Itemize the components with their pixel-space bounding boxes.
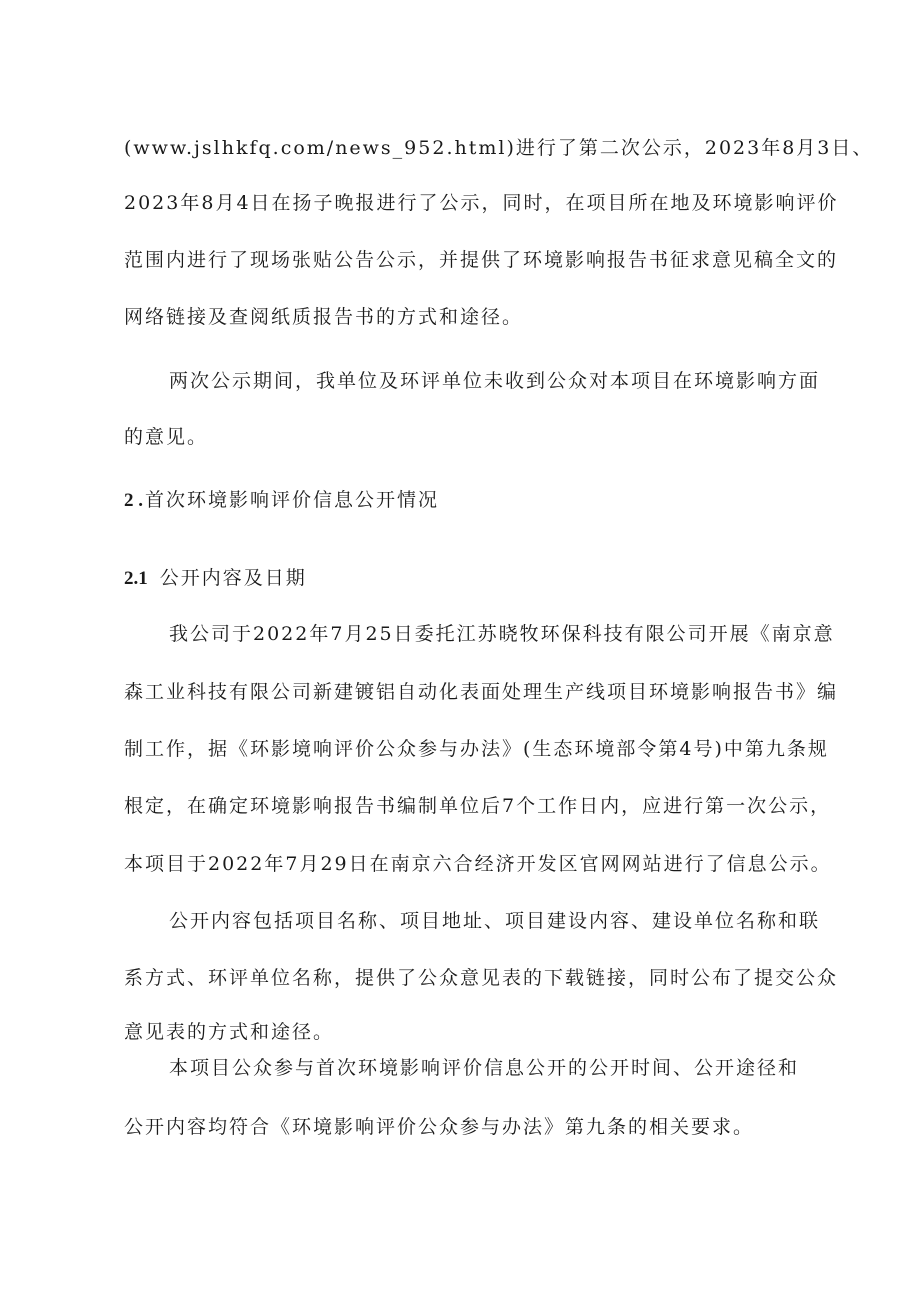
paragraph-line-7: 我公司于2022年7月25日委托江苏晓牧环保科技有限公司开展《南京意 xyxy=(169,623,835,645)
paragraph-line-15: 本项目公众参与首次环境影响评价信息公开的公开时间、公开途径和 xyxy=(169,1057,800,1079)
paragraph-line-8: 森工业科技有限公司新建镀铝自动化表面处理生产线项目环境影响报告书》编 xyxy=(124,681,839,703)
paragraph-line-1: (www.jslhkfq.com/news_952.html)进行了第二次公示，2023年8月3日、 xyxy=(124,137,874,159)
paragraph-line-5: 两次公示期间，我单位及环评单位未收到公众对本项目在环境影响方面 xyxy=(169,370,821,392)
section-heading-2 xyxy=(124,488,439,513)
paragraph-line-6: 的意见。 xyxy=(124,426,209,448)
paragraph-line-13: 系方式、环评单位名称，提供了公众意见表的下载链接，同时公布了提交公众 xyxy=(124,967,839,989)
section-heading-2-1 xyxy=(124,566,307,591)
paragraph-line-3: 范围内进行了现场张贴公告公示，并提供了环境影响报告书征求意见稿全文的 xyxy=(124,249,839,271)
paragraph-line-4: 网络链接及查阅纸质报告书的方式和途径。 xyxy=(124,306,524,328)
section-number-2: 2 . xyxy=(124,490,143,511)
section-title-2-1: 公开内容及日期 xyxy=(159,567,307,589)
paragraph-line-16: 公开内容均符合《环境影响评价公众参与办法》第九条的相关要求。 xyxy=(124,1116,755,1138)
paragraph-line-10: 根定，在确定环境影响报告书编制单位后7个工作日内，应进行第一次公示， xyxy=(124,795,832,817)
paragraph-line-2: 2023年8月4日在扬子晚报进行了公示，同时，在项目所在地及环境影响评价 xyxy=(124,192,839,214)
paragraph-line-12: 公开内容包括项目名称、项目地址、项目建设内容、建设单位名称和联 xyxy=(169,910,821,932)
paragraph-line-11: 本项目于2022年7月29日在南京六合经济开发区官网网站进行了信息公示。 xyxy=(124,853,832,875)
section-number-2-1: 2.1 xyxy=(124,568,148,589)
paragraph-line-9: 制工作，据《环影境响评价公众参与办法》(生态环境部令第4号)中第九条规 xyxy=(124,738,829,760)
section-title-2: 首次环境影响评价信息公开情况 xyxy=(145,489,440,511)
paragraph-line-14: 意见表的方式和途径。 xyxy=(124,1021,335,1043)
